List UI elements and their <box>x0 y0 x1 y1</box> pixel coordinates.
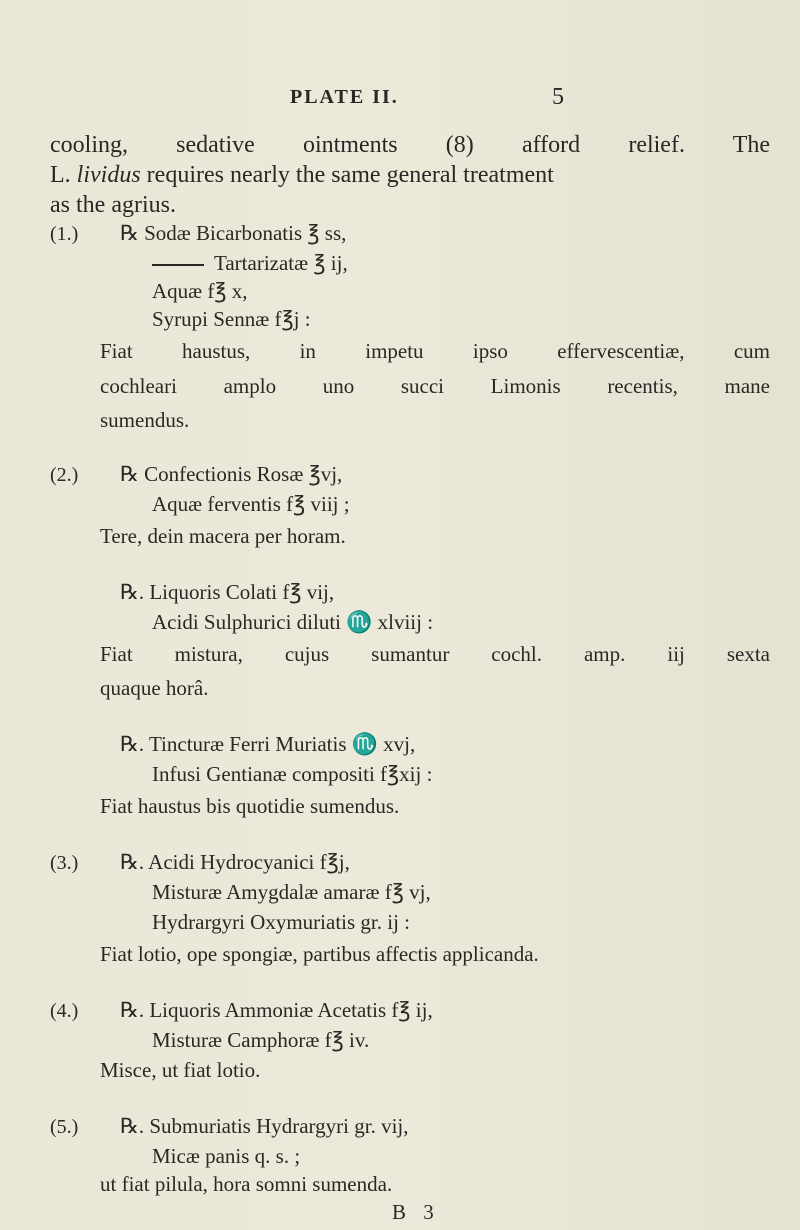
ditto-dash <box>152 264 204 266</box>
recipe-2b-line-2: Acidi Sulphurici diluti ♏ xlviij : <box>152 610 434 634</box>
recipe-2b-line-3: Fiat mistura, cujus sumantur cochl. amp. iij sexta <box>100 642 770 666</box>
recipe-4-line-2: Misturæ Camphoræ f℥ iv. <box>152 1028 370 1052</box>
recipe-2b-line-1: ℞. Liquoris Colati f℥ vij, <box>120 580 335 604</box>
recipe-5-line-3: ut fiat pilula, hora somni sumenda. <box>100 1172 393 1196</box>
recipe-4-label: (4.) <box>50 1000 79 1022</box>
intro-line-2-post: requires nearly the same general treatment <box>140 162 554 188</box>
recipe-1-line-4: Syrupi Sennæ f℥j : <box>152 307 311 331</box>
recipe-2-line-1: ℞ Confectionis Rosæ ℥vj, <box>120 462 343 486</box>
recipe-1-line-2 <box>152 251 348 276</box>
recipe-5-line-1: ℞. Submuriatis Hydrargyri gr. vij, <box>120 1114 409 1138</box>
recipe-2b-line-4: quaque horâ. <box>100 676 209 700</box>
intro-line-2-italic: lividus <box>76 162 141 188</box>
recipe-1-line-3: Aquæ f℥ x, <box>152 279 248 303</box>
recipe-2c-line-1: ℞. Tincturæ Ferri Muriatis ♏ xvj, <box>120 732 416 756</box>
recipe-2-label: (2.) <box>50 464 79 486</box>
recipe-3-line-2: Misturæ Amygdalæ amaræ f℥ vj, <box>152 880 431 904</box>
recipe-2c-line-3: Fiat haustus bis quotidie sumendus. <box>100 794 400 818</box>
recipe-3-line-4: Fiat lotio, ope spongiæ, partibus affectis applicanda. <box>100 942 539 966</box>
intro-line-2 <box>50 160 770 190</box>
recipe-1-line-5: Fiat haustus, in impetu ipso effervescentiæ, cum <box>100 339 770 363</box>
recipe-1-line-7: sumendus. <box>100 408 190 432</box>
recipe-2c-line-2: Infusi Gentianæ compositi f℥xij : <box>152 762 433 786</box>
recipe-3-line-3: Hydrargyri Oxymuriatis gr. ij : <box>152 910 410 934</box>
recipe-3-line-1: ℞. Acidi Hydrocyanici f℥j, <box>120 850 350 874</box>
recipe-4-line-3: Misce, ut fiat lotio. <box>100 1058 261 1082</box>
recipe-1-line-2-text: Tartarizatæ ℥ ij, <box>214 251 348 275</box>
intro-line-2-pre: L. <box>50 162 77 188</box>
recipe-2-line-3: Tere, dein macera per horam. <box>100 524 346 548</box>
recipe-1-line-1: ℞ Sodæ Bicarbonatis ℥ ss, <box>120 221 347 245</box>
intro-line-3: as the agrius. <box>50 192 176 218</box>
recipe-5-label: (5.) <box>50 1116 79 1138</box>
running-head: PLATE II. <box>290 86 399 108</box>
recipe-4-line-1: ℞. Liquoris Ammoniæ Acetatis f℥ ij, <box>120 998 433 1022</box>
recipe-3-label: (3.) <box>50 852 79 874</box>
intro-line-1: cooling, sedative ointments (8) afford relief. The <box>50 132 770 158</box>
recipe-1-label: (1.) <box>50 223 79 245</box>
intro-paragraph <box>50 130 770 220</box>
recipe-1-line-6: cochleari amplo uno succi Limonis recentis, mane <box>100 374 770 398</box>
recipe-5-line-2: Micæ panis q. s. ; <box>152 1144 301 1168</box>
page-number: 5 <box>552 84 564 110</box>
recipe-2-line-2: Aquæ ferventis f℥ viij ; <box>152 492 350 516</box>
signature-mark: B 3 <box>392 1200 440 1224</box>
